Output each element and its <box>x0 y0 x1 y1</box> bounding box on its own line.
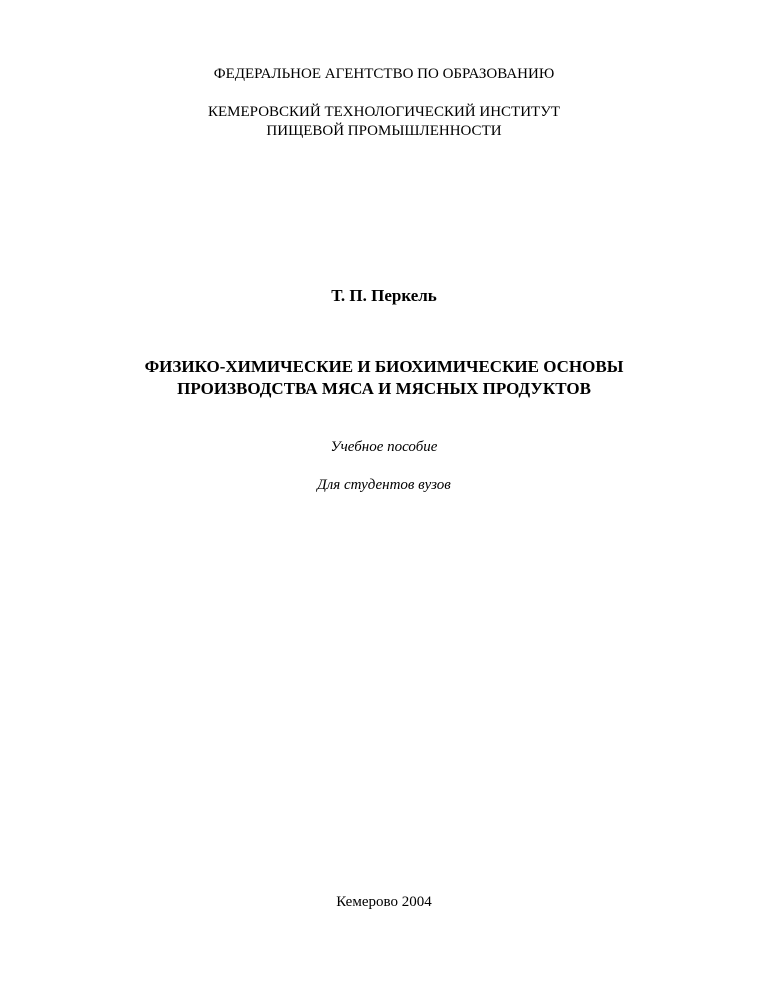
publication-city-year-text: Кемерово 2004 <box>336 894 432 910</box>
agency-name <box>0 64 768 84</box>
publication-type <box>0 437 768 457</box>
institute-name <box>0 103 768 141</box>
target-audience <box>0 475 768 495</box>
author-name-text: Т. П. Перкель <box>331 286 437 305</box>
book-title <box>0 356 768 400</box>
institute-name-line-1: КЕМЕРОВСКИЙ ТЕХНОЛОГИЧЕСКИЙ ИНСТИТУТ <box>208 104 560 120</box>
author-name <box>0 285 768 307</box>
target-audience-text: Для студентов вузов <box>317 477 451 493</box>
institute-name-line-2: ПИЩЕВОЙ ПРОМЫШЛЕННОСТИ <box>266 123 502 139</box>
book-title-line-2: ПРОИЗВОДСТВА МЯСА И МЯСНЫХ ПРОДУКТОВ <box>177 379 591 398</box>
agency-name-text: ФЕДЕРАЛЬНОЕ АГЕНТСТВО ПО ОБРАЗОВАНИЮ <box>213 66 555 82</box>
book-title-line-1: ФИЗИКО-ХИМИЧЕСКИЕ И БИОХИМИЧЕСКИЕ ОСНОВЫ <box>144 357 624 376</box>
publication-type-text: Учебное пособие <box>330 439 438 455</box>
publication-city-year <box>0 892 768 912</box>
